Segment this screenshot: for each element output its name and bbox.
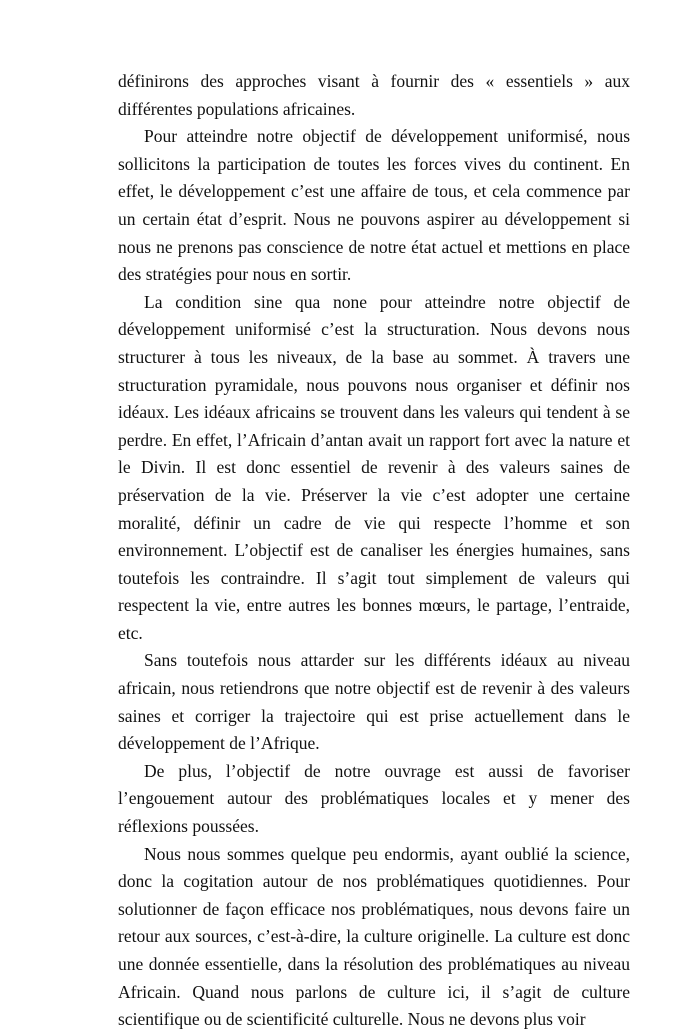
paragraph-objectif-ouvrage: De plus, l’objectif de notre ouvrage est aussi de favoriser l’engouement autour des problématiques locales et y mener des réflexions poussées.: [118, 760, 630, 837]
paragraph-culture: Nous nous sommes quelque peu endormis, ayant oublié la science, donc la cogitation autour de nos problématiques quotidiennes. Pour solutionner de façon efficace nos problématiques, nous devons faire un retour aux sources, c’est-à-dire, la culture originelle. La culture est donc une donnée essentielle, dans la résolution des problématiques au niveau Africain. Quand nous parlons de culture ici, il s’agit de culture scientifique ou de scientificité culturelle. Nous ne devons plus voir: [118, 843, 630, 1030]
paragraph-structuration: La condition sine qua none pour atteindre notre objectif de développement uniformisé c’est la structuration. Nous devons nous structurer à tous les niveaux, de la base au sommet. À travers une structuration pyramidale, nous pouvons nous organiser et définir nos idéaux. Les idéaux africains se trouvent dans les valeurs qui tendent à se perdre. En effet, l’Africain d’antan avait un rapport fort avec la nature et le Divin. Il est donc essentiel de revenir à des valeurs saines de préservation de la vie. Préserver la vie c’est adopter une certaine moralité, définir un cadre de vie qui respecte l’homme et son environnement. L’objectif est de canaliser les énergies humaines, sans toutefois les contraindre. Il s’agit tout simplement de valeurs qui respectent la vie, entre autres les bonnes mœurs, le partage, l’entraide, etc.: [118, 291, 630, 643]
paragraph-forces-vives: Pour atteindre notre objectif de développement uniformisé, nous sollicitons la participation de toutes les forces vives du continent. En effet, le développement c’est une affaire de tous, et cela commence par un certain état d’esprit. Nous ne pouvons aspirer au développement si nous ne prenons pas conscience de notre état actuel et mettions en place des stratégies pour nous en sortir.: [118, 126, 630, 285]
document-page: [118, 68, 630, 1034]
paragraph-ideaux: Sans toutefois nous attarder sur les différents idéaux au niveau africain, nous retiendrons que notre objectif est de revenir à des valeurs saines et corriger la trajectoire qui est prise actuellement dans le développement de l’Afrique.: [118, 650, 630, 754]
paragraph-continuation: définirons des approches visant à fournir des « essentiels » aux différentes populations africaines.: [118, 71, 630, 119]
